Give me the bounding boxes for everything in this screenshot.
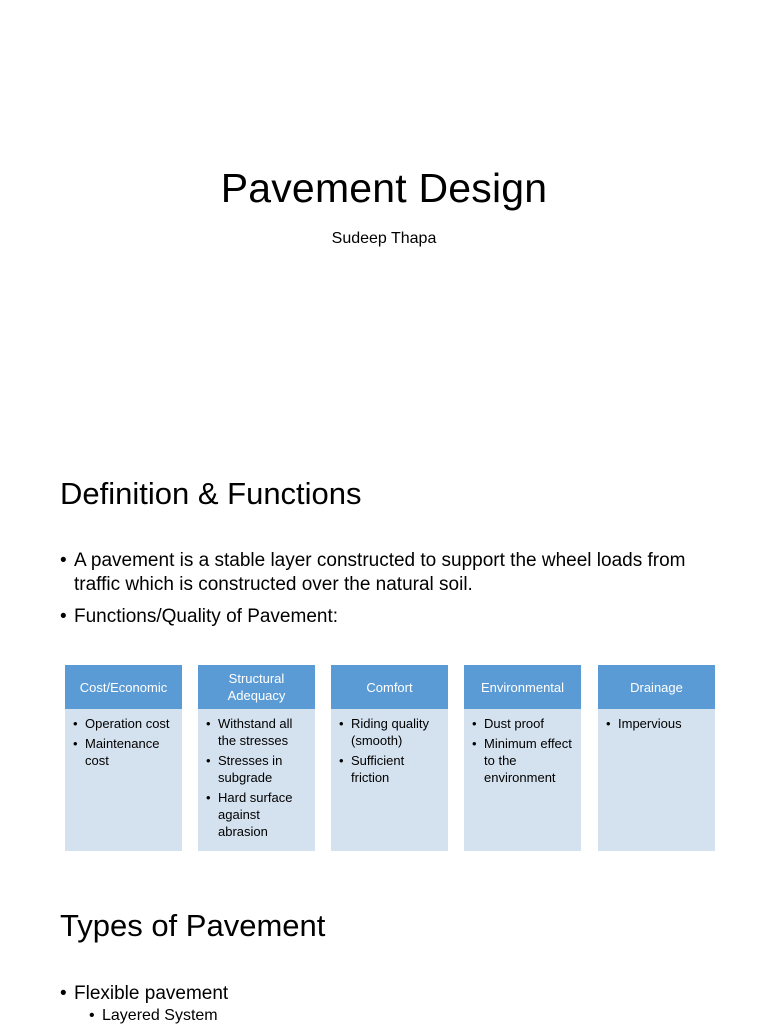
function-item: • Sufficient friction (351, 752, 444, 786)
function-item: • Withstand all the stresses (218, 715, 311, 749)
presentation-author: Sudeep Thapa (331, 230, 437, 247)
bullet-list (60, 549, 720, 637)
function-box-cost (65, 665, 182, 851)
function-box-header: Environmental (464, 665, 581, 709)
function-item: • Stresses in subgrade (218, 752, 311, 786)
function-box-header: Structural Adequacy (198, 665, 315, 709)
function-box-drainage (598, 665, 715, 851)
presentation-title: Pavement Design (220, 165, 548, 211)
bullet-text: Flexible pavement (74, 983, 229, 1004)
function-box-environmental (464, 665, 581, 851)
bullet-item: • A pavement is a stable layer constructed to support the wheel loads from traffic which is constructed over the natural soil. (60, 549, 720, 597)
slide-heading: Types of Pavement (60, 908, 326, 943)
function-box-header: Drainage (598, 665, 715, 709)
function-box-header: Cost/Economic (65, 665, 182, 709)
sub-bullet-item: • Layered System (102, 1006, 228, 1026)
function-item: • Hard surface against abrasion (218, 789, 311, 840)
function-item: • Operation cost (85, 715, 178, 732)
function-box-header: Comfort (331, 665, 448, 709)
bullet-list (60, 982, 228, 1026)
bullet-item (60, 982, 228, 1026)
function-item: • Dust proof (484, 715, 577, 732)
function-item: • Maintenance cost (85, 735, 178, 769)
function-box-comfort (331, 665, 448, 851)
function-item: • Impervious (618, 715, 711, 732)
function-item: • Minimum effect to the environment (484, 735, 577, 786)
bullet-item: • Functions/Quality of Pavement: (60, 605, 720, 629)
function-item: • Riding quality (smooth) (351, 715, 444, 749)
function-box-structural (198, 665, 315, 851)
slide-heading: Definition & Functions (60, 476, 362, 511)
